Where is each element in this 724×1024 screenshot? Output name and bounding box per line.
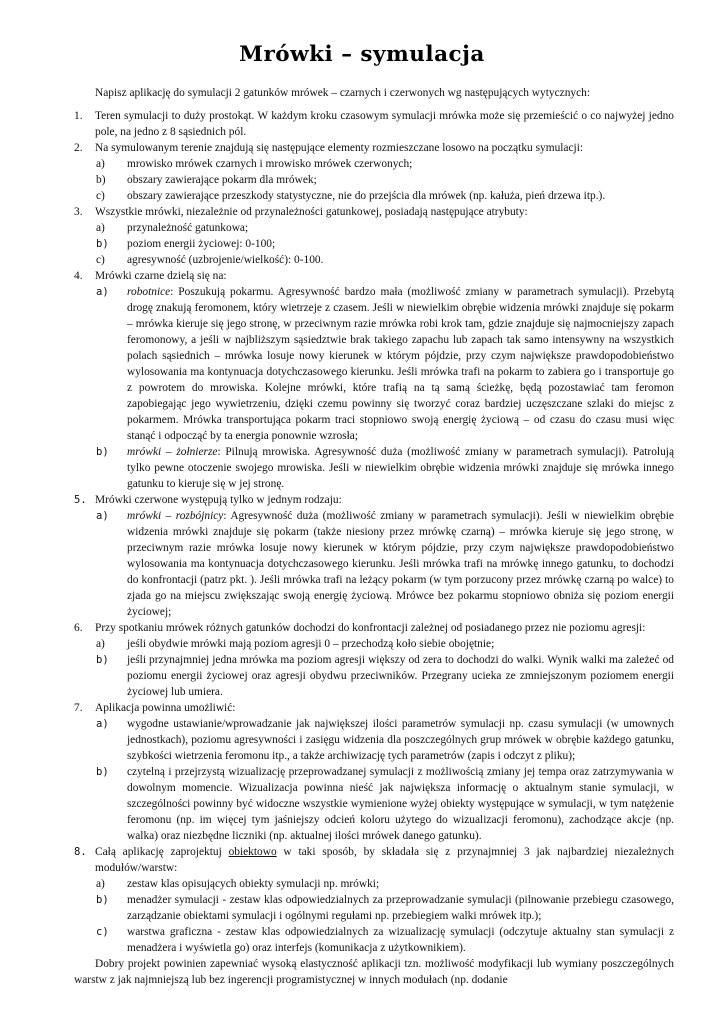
list-item-1	[74, 108, 674, 140]
page-title: Mrówki – symulacja	[239, 42, 485, 67]
sub-label: c)	[96, 926, 109, 938]
item-text: Mrówki czerwone występują tylko w jednym rodzaju:	[95, 494, 342, 506]
list-item-6	[74, 620, 674, 636]
item-text: Przy spotkaniu mrówek różnych gatunków dochodzi do konfrontacji zależnej od posiadanego przez nie poziomu agresji:	[95, 622, 646, 634]
sub-label: a)	[96, 286, 109, 298]
item-text: w taki sposób, by składała się z przynajmniej 3 jak najbardziej niezależnych modułów/warstw:	[95, 846, 674, 874]
sub-text: warstwa graficzna - zestaw klas odpowiedzialnych za wizualizację symulacji (odczytuje aktualny stan symulacji z menadżera i wyświetla go) oraz interfejs (komunikacja z użytkownikiem).	[127, 926, 674, 954]
item-text: Mrówki czarne dzielą się na:	[95, 270, 227, 282]
sub-text: poziom energii życiowej: 0-100;	[127, 238, 276, 250]
sub-label: b)	[96, 174, 106, 186]
sub-item	[74, 508, 674, 620]
item-number: 2.	[74, 142, 83, 154]
item-number: 5.	[74, 494, 87, 506]
sub-label: b)	[96, 238, 109, 250]
item-text: Całą aplikację zaprojektuj	[95, 846, 229, 858]
sub-item	[74, 924, 674, 956]
sub-text: czytelną i przejrzystą wizualizację przeprowadzanej symulacji z możliwością zmiany jej tempa oraz zatrzymywania w dowolnym momencie. Wizualizacja powinna nieść jak największa informację o aktualnym stanie symulacji, w szczególności powinny być widoczne wszystkie wymienione wyżej obiekty występujące w symulacji, w tym natężenie feromonu (np. im więcej tym jaśniejszy odcień koloru użytego do wizualizacji feromonu), zachodzące akcje (np. walka) oraz niezbędne liczniki (np. aktualnej ilości mrówek danego gatunku).	[127, 766, 674, 842]
sub-text: : Agresywność duża (możliwość zmiany w parametrach symulacji). Jeśli w niewielkim obrębie widzenia mrówki znajduje się pokarm (także niesiony przez mrówkę czarną) – mrówka kieruje się jego stronę, w przeciwnym razie mrówka losuje nowy kierunek w którym pójdzie, przy czym największe prawdopodobieństwo wylosowania ma kontynuacja dotychczasowego kierunku. Jeśli mrówka trafi na mrówkę innego gatunku, to dochodzi do konfrontacji (patrz pkt. ). Jeśli mrówka trafi na leżący pokarm (w tym porzucony przez mrówkę czarną po walce) to zjada go na miejscu zwiększając swoją energię życiową. Mrówce bez pokarmu stopniowo obniża się poziom energii życiowej;	[127, 510, 674, 618]
item-text-underlined: obiektowo	[228, 846, 277, 858]
intro-paragraph: Napisz aplikację do symulacji 2 gatunków mrówek – czarnych i czerwonych wg następujących wytycznych:	[95, 87, 591, 99]
item-number: 8.	[74, 846, 87, 858]
list-item-3	[74, 204, 674, 220]
item-number: 6.	[74, 622, 83, 634]
sub-label: a)	[96, 510, 109, 522]
list-item-7	[74, 700, 674, 716]
item-text: Na symulowanym terenie znajdują się następujące elementy rozmieszczane losowo na początku symulacji:	[95, 142, 584, 154]
sub-item	[74, 636, 674, 652]
item-number: 3.	[74, 206, 83, 218]
sub-label: b)	[96, 446, 109, 458]
list-item-8	[74, 844, 674, 876]
closing-paragraph: Dobry projekt powinien zapewniać wysoką elastyczność aplikacji tzn. możliwość modyfikacji lub wymiany poszczególnych warstw z jak najmniejszą lub bez ingerencji programistycznej w innych modułach (np. dodanie	[74, 958, 674, 986]
sub-text: jeśli obydwie mrówki mają poziom agresji 0 – przechodzą koło siebie obojętnie;	[127, 638, 495, 650]
sub-label: a)	[96, 222, 105, 234]
list-item-2	[74, 140, 674, 156]
sub-text: : Pilnują mrowiska. Agresywność duża (możliwość zmiany w parametrach symulacji). Patrolują tylko pewne otoczenie swojego mrowiska. Jeśli w niewielkim obrębie widzenia mrówki znajduje się mrówka innego gatunku to kieruje się w jej stronę.	[127, 446, 674, 490]
sub-term: mrówki – rozbójnicy	[127, 510, 224, 522]
sub-text: agresywność (uzbrojenie/wielkość): 0-100.	[127, 254, 324, 266]
sub-text: zestaw klas opisujących obiekty symulacji np. mrówki;	[127, 878, 380, 890]
sub-label: b)	[96, 894, 109, 906]
item-number: 1.	[74, 110, 83, 122]
list-item-4	[74, 268, 674, 284]
sub-item	[74, 284, 674, 444]
sub-item	[74, 156, 674, 172]
sub-text: obszary zawierające pokarm dla mrówek;	[127, 174, 317, 186]
sub-label: a)	[96, 878, 105, 890]
sub-label: c)	[96, 254, 105, 266]
sub-label: b)	[96, 766, 109, 778]
document-body	[74, 85, 674, 988]
sub-item	[74, 892, 674, 924]
sub-text: menadżer symulacji - zestaw klas odpowiedzialnych za przeprowadzanie symulacji (pilnowanie przebiegu czasowego, zarządzanie obiektami symulacji i ogólnymi regułami np. przebiegiem walki mrówek itp.);	[127, 894, 674, 922]
sub-item	[74, 876, 674, 892]
sub-item	[74, 188, 674, 204]
sub-text: wygodne ustawianie/wprowadzanie jak największej ilości parametrów symulacji np. czasu symulacji (w umownych jednostkach), poziomu agresywności i zasięgu widzenia dla poszczególnych grup mrówek w obrębie każdego gatunku, szybkości wietrzenia feromonu itp., a także archiwizację tych parametrów (zapis i odczyt z pliku);	[127, 718, 674, 762]
sub-label: a)	[96, 158, 105, 170]
sub-item	[74, 236, 674, 252]
sub-item	[74, 764, 674, 844]
item-text: Wszystkie mrówki, niezależnie od przynależności gatunkowej, posiadają następujące atrybuty:	[95, 206, 528, 218]
item-number: 7.	[74, 702, 83, 714]
item-number: 4.	[74, 270, 83, 282]
sub-term: robotnice	[127, 286, 171, 298]
sub-label: c)	[96, 190, 105, 202]
sub-item	[74, 220, 674, 236]
sub-text: obszary zawierające przeszkody statystyczne, nie do przejścia dla mrówek (np. kałuża, pień drzewa itp.).	[127, 190, 606, 202]
sub-label: a)	[96, 718, 109, 730]
list-item-5	[74, 492, 674, 508]
sub-text: : Poszukują pokarmu. Agresywność bardzo mała (możliwość zmiany w parametrach symulacji). Przebytą drogę znakują feromonem, który wietrzeje z czasem. Jeśli w niewielkim obrębie widzenia mrówki znajduje się pokarm – mrówka kieruje się jego stronę, w przeciwnym razie mrówka robi krok tam, gdzie znajduje się najmocniejszy zapach feromonowy, a jeśli w najbliższym sąsiedztwie brak takiego zapachu lub zapach tak samo intensywny na wszystkich polach sąsiednich – mrówka losuje nowy kierunek w którym pójdzie, przy czym największe prawdopodobieństwo wylosowania ma kontynuacja dotychczasowego kierunku. Jeśli mrówka trafi na pokarm to zabiera go i transportuje go z powrotem do mrowiska. Kolejne mrówki, które trafią na tą samą ścieżkę, będą pozostawiać tam feromon zapobiegając jego wywietrzeniu, dzięki czemu powinny się tworzyć coraz bardziej uczęszczane szlaki do miejsc z pokarmem. Mrówka transportująca pokarm traci stopniowo swoją energię życiową – od czasu do czasu musi więc stanąć i odpocząć by ta energia ponownie wzrosła;	[127, 286, 674, 442]
sub-item	[74, 652, 674, 700]
item-text: Teren symulacji to duży prostokąt. W każdym kroku czasowym symulacji mrówka może się przemieścić o co najwyżej jedno pole, na jedno z 8 sąsiednich pól.	[95, 110, 674, 138]
sub-text: przynależność gatunkowa;	[127, 222, 249, 234]
sub-item	[74, 444, 674, 492]
sub-term: mrówki – żołnierze	[127, 446, 218, 458]
sub-text: mrowisko mrówek czarnych i mrowisko mrówek czerwonych;	[127, 158, 413, 170]
sub-label: a)	[96, 638, 105, 650]
sub-item	[74, 172, 674, 188]
sub-text: jeśli przynajmniej jedna mrówka ma poziom agresji większy od zera to dochodzi do walki. Wynik walki ma zależeć od poziomu energii życiowej oraz agresji obydwu przeciwników. Przegrany ucieka ze zmniejszonym poziomem energii życiowej lub umiera.	[127, 654, 674, 698]
sub-label: b)	[96, 654, 109, 666]
sub-item	[74, 716, 674, 764]
item-text: Aplikacja powinna umożliwić:	[95, 702, 236, 714]
sub-item	[74, 252, 674, 268]
